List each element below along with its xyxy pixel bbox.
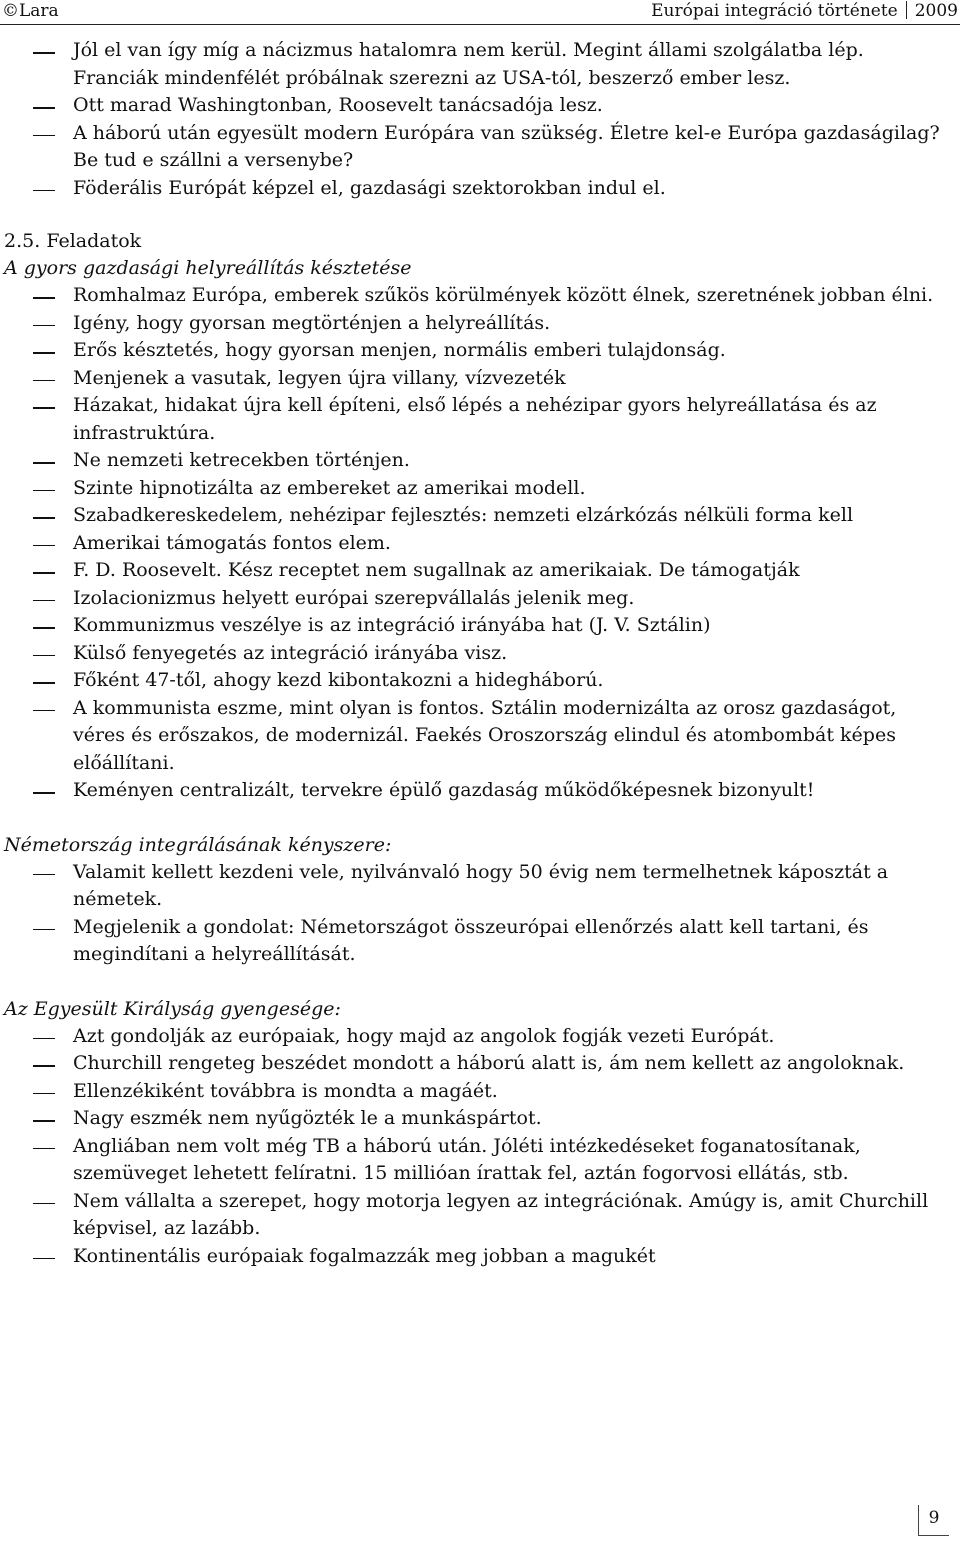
header-year: 2009 bbox=[914, 1, 958, 21]
list-item: Külső fenyegetés az integráció irányába visz. bbox=[0, 640, 960, 668]
subheading-uk: Az Egyesült Királyság gyengesége: bbox=[4, 997, 341, 1020]
dash-bullet-icon bbox=[33, 107, 55, 109]
list-item: Igény, hogy gyorsan megtörténjen a helyreállítás. bbox=[0, 310, 960, 338]
list-item: Megjelenik a gondolat: Németországot összeurópai ellenőrzés alatt kell tartani, és megindítani a helyreállítását. bbox=[0, 914, 960, 969]
list-item: Szabadkereskedelem, nehézipar fejlesztés: nemzeti elzárkózás nélküli forma kell bbox=[0, 502, 960, 530]
dash-bullet-icon bbox=[33, 929, 55, 931]
list-item: Ne nemzeti ketrecekben történjen. bbox=[0, 447, 960, 475]
dash-bullet-icon bbox=[33, 352, 55, 354]
list-item: Nem vállalta a szerepet, hogy motorja legyen az integrációnak. Amúgy is, amit Churchill képvisel, az lazább. bbox=[0, 1188, 960, 1243]
copyright-author: ©Lara bbox=[2, 1, 59, 21]
list-item: Ott marad Washingtonban, Roosevelt tanácsadója lesz. bbox=[0, 92, 960, 120]
dash-bullet-icon bbox=[33, 710, 55, 712]
document-title: Európai integráció története bbox=[651, 1, 898, 21]
dash-bullet-icon bbox=[33, 682, 55, 684]
dash-bullet-icon bbox=[33, 1093, 55, 1095]
subheading-germany: Németország integrálásának kényszere: bbox=[4, 833, 392, 856]
dash-bullet-icon bbox=[33, 297, 55, 299]
header-divider bbox=[906, 1, 907, 19]
list-item: Föderális Európát képzel el, gazdasági szektorokban indul el. bbox=[0, 175, 960, 203]
dash-bullet-icon bbox=[33, 407, 55, 409]
dash-bullet-icon bbox=[33, 1065, 55, 1067]
list-item: Házakat, hidakat újra kell építeni, első lépés a nehézipar gyors helyreállatása és az infrastruktúra. bbox=[0, 392, 960, 447]
list-item: Kommunizmus veszélye is az integráció irányába hat (J. V. Sztálin) bbox=[0, 612, 960, 640]
list-item: Főként 47-től, ahogy kezd kibontakozni a hidegháború. bbox=[0, 667, 960, 695]
page-number: 9 bbox=[918, 1505, 949, 1536]
dash-bullet-icon bbox=[33, 380, 55, 382]
section-title: Feladatok bbox=[46, 230, 142, 252]
bullet-list-intro bbox=[0, 37, 960, 202]
dash-bullet-icon bbox=[33, 572, 55, 574]
dash-bullet-icon bbox=[33, 462, 55, 464]
list-item: F. D. Roosevelt. Kész receptet nem sugallnak az amerikaiak. De támogatják bbox=[0, 557, 960, 585]
dash-bullet-icon bbox=[33, 190, 55, 192]
dash-bullet-icon bbox=[33, 874, 55, 876]
bullet-list-recovery bbox=[0, 282, 960, 805]
dash-bullet-icon bbox=[33, 600, 55, 602]
list-item: Kontinentális európaiak fogalmazzák meg jobban a magukét bbox=[0, 1243, 960, 1271]
dash-bullet-icon bbox=[33, 792, 55, 794]
dash-bullet-icon bbox=[33, 325, 55, 327]
list-item: Szinte hipnotizálta az embereket az amerikai modell. bbox=[0, 475, 960, 503]
list-item: Keményen centralizált, tervekre épülő gazdaság működőképesnek bizonyult! bbox=[0, 777, 960, 805]
list-item: Azt gondolják az európaiak, hogy majd az angolok fogják vezeti Európát. bbox=[0, 1023, 960, 1051]
dash-bullet-icon bbox=[33, 545, 55, 547]
list-item: Churchill rengeteg beszédet mondott a háború alatt is, ám nem kellett az angoloknak. bbox=[0, 1050, 960, 1078]
dash-bullet-icon bbox=[33, 655, 55, 657]
list-item: Valamit kellett kezdeni vele, nyilvánvaló hogy 50 évig nem termelhetnek káposztát a németek. bbox=[0, 859, 960, 914]
list-item: Angliában nem volt még TB a háború után. Jóléti intézkedéseket foganatosítanak, szemüveget lehetett felíratni. 15 millióan írattak fel, aztán fogorvosi ellátás, stb. bbox=[0, 1133, 960, 1188]
header-right bbox=[651, 1, 958, 21]
list-item: Jól el van így míg a nácizmus hatalomra nem kerül. Megint állami szolgálatba lép. Franciák mindenfélét próbálnak szerezni az USA-tól, beszerző ember lesz. bbox=[0, 37, 960, 92]
dash-bullet-icon bbox=[33, 1038, 55, 1040]
dash-bullet-icon bbox=[33, 517, 55, 519]
section-number: 2.5. bbox=[4, 230, 41, 252]
dash-bullet-icon bbox=[33, 627, 55, 629]
page-content bbox=[0, 37, 960, 1270]
list-item: Erős késztetés, hogy gyorsan menjen, normális emberi tulajdonság. bbox=[0, 337, 960, 365]
list-item: A háború után egyesült modern Európára van szükség. Életre kel-e Európa gazdaságilag? Be tud e szállni a versenybe? bbox=[0, 120, 960, 175]
page-header bbox=[0, 0, 960, 25]
dash-bullet-icon bbox=[33, 1148, 55, 1150]
dash-bullet-icon bbox=[33, 1120, 55, 1122]
list-item: A kommunista eszme, mint olyan is fontos. Sztálin modernizálta az orosz gazdaságot, véres és erőszakos, de modernizál. Faekés Oroszország elindul és atombombát képes előállítani. bbox=[0, 695, 960, 778]
list-item: Amerikai támogatás fontos elem. bbox=[0, 530, 960, 558]
subheading-recovery: A gyors gazdasági helyreállítás késztetése bbox=[4, 257, 412, 279]
dash-bullet-icon bbox=[33, 1203, 55, 1205]
bullet-list-germany bbox=[0, 859, 960, 969]
section-heading bbox=[0, 228, 960, 255]
dash-bullet-icon bbox=[33, 52, 55, 54]
list-item: Romhalmaz Európa, emberek szűkös körülmények között élnek, szeretnének jobban élni. bbox=[0, 282, 960, 310]
bullet-list-uk bbox=[0, 1023, 960, 1271]
list-item: Izolacionizmus helyett európai szerepvállalás jelenik meg. bbox=[0, 585, 960, 613]
list-item: Menjenek a vasutak, legyen újra villany, vízvezeték bbox=[0, 365, 960, 393]
dash-bullet-icon bbox=[33, 135, 55, 137]
list-item: Ellenzékiként továbbra is mondta a magáét. bbox=[0, 1078, 960, 1106]
dash-bullet-icon bbox=[33, 490, 55, 492]
list-item: Nagy eszmék nem nyűgözték le a munkáspártot. bbox=[0, 1105, 960, 1133]
dash-bullet-icon bbox=[33, 1258, 55, 1260]
